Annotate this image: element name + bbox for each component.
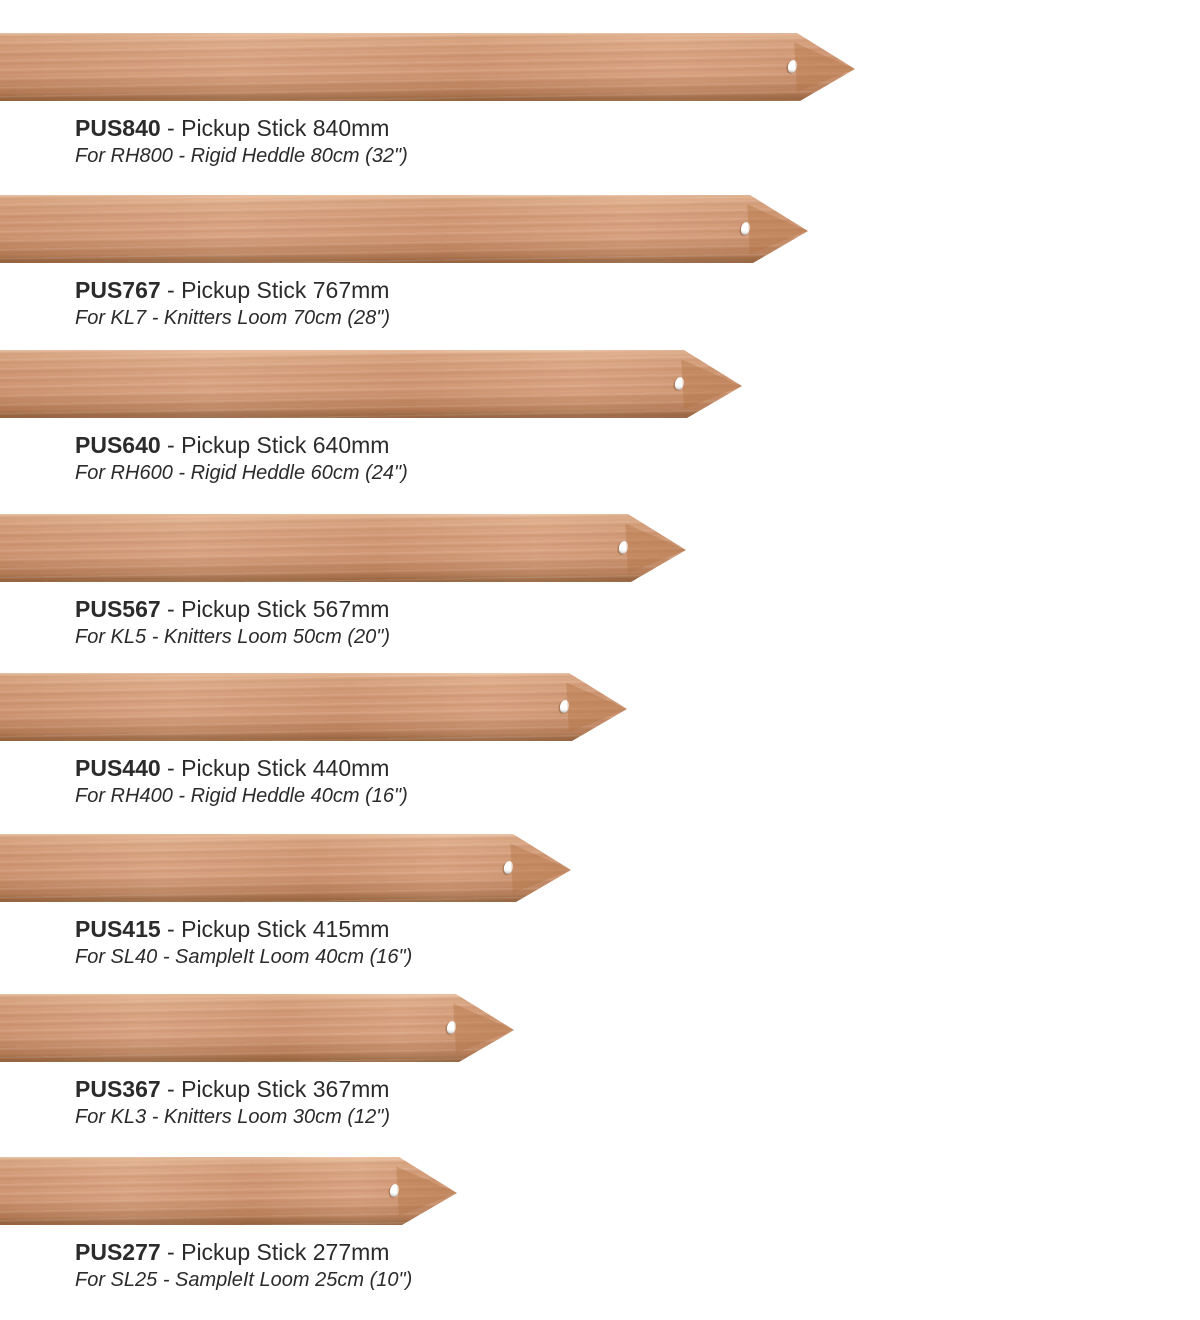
product-caption bbox=[75, 755, 1200, 808]
product-subtitle: For SL25 - SampleIt Loom 25cm (10") bbox=[75, 1269, 413, 1292]
product-caption bbox=[75, 115, 1200, 168]
product-title-rest: - Pickup Stick 415mm bbox=[160, 916, 390, 942]
pickup-stick-image bbox=[0, 1157, 457, 1225]
stick-hole bbox=[559, 699, 571, 714]
product-caption bbox=[75, 1239, 1200, 1292]
pickup-stick-image bbox=[0, 673, 627, 741]
product-code: PUS440 bbox=[75, 755, 161, 781]
product-title-rest: - Pickup Stick 640mm bbox=[160, 432, 390, 458]
product-title-rest: - Pickup Stick 277mm bbox=[160, 1239, 390, 1265]
product-code: PUS767 bbox=[75, 277, 161, 303]
stick-hole bbox=[674, 376, 686, 391]
pickup-stick-image bbox=[0, 834, 571, 902]
product-code: PUS415 bbox=[75, 916, 161, 942]
product-subtitle: For RH600 - Rigid Heddle 60cm (24") bbox=[75, 462, 408, 485]
product-title-rest: - Pickup Stick 840mm bbox=[160, 115, 390, 141]
product-row bbox=[0, 33, 1200, 168]
stick-hole bbox=[618, 540, 630, 555]
product-title bbox=[75, 1076, 1200, 1102]
product-row bbox=[0, 1157, 1200, 1292]
product-subtitle: For KL5 - Knitters Loom 50cm (20") bbox=[75, 626, 390, 649]
product-row bbox=[0, 834, 1200, 969]
product-caption bbox=[75, 916, 1200, 969]
product-title-rest: - Pickup Stick 767mm bbox=[160, 277, 390, 303]
product-row bbox=[0, 994, 1200, 1129]
product-title bbox=[75, 916, 1200, 942]
product-subtitle: For KL7 - Knitters Loom 70cm (28") bbox=[75, 307, 390, 330]
product-code: PUS840 bbox=[75, 115, 161, 141]
stick-hole bbox=[787, 59, 799, 74]
product-caption bbox=[75, 596, 1200, 649]
product-title-rest: - Pickup Stick 440mm bbox=[160, 755, 390, 781]
product-caption bbox=[75, 277, 1200, 330]
pickup-stick-image bbox=[0, 33, 855, 101]
product-title bbox=[75, 432, 1200, 458]
product-subtitle: For SL40 - SampleIt Loom 40cm (16") bbox=[75, 946, 413, 969]
product-caption bbox=[75, 1076, 1200, 1129]
product-subtitle: For KL3 - Knitters Loom 30cm (12") bbox=[75, 1106, 390, 1129]
product-subtitle: For RH800 - Rigid Heddle 80cm (32") bbox=[75, 145, 408, 168]
product-code: PUS277 bbox=[75, 1239, 161, 1265]
pickup-stick-image bbox=[0, 350, 742, 418]
product-row bbox=[0, 514, 1200, 649]
product-code: PUS567 bbox=[75, 596, 161, 622]
product-row bbox=[0, 673, 1200, 808]
product-title bbox=[75, 596, 1200, 622]
product-title bbox=[75, 1239, 1200, 1265]
product-code: PUS367 bbox=[75, 1076, 161, 1102]
stick-hole bbox=[446, 1020, 458, 1035]
pickup-stick-image bbox=[0, 994, 514, 1062]
product-title bbox=[75, 755, 1200, 781]
product-title bbox=[75, 277, 1200, 303]
product-title bbox=[75, 115, 1200, 141]
stick-hole bbox=[740, 221, 752, 236]
product-code: PUS640 bbox=[75, 432, 161, 458]
product-title-rest: - Pickup Stick 567mm bbox=[160, 596, 390, 622]
product-title-rest: - Pickup Stick 367mm bbox=[160, 1076, 390, 1102]
product-subtitle: For RH400 - Rigid Heddle 40cm (16") bbox=[75, 785, 408, 808]
stick-hole bbox=[389, 1183, 401, 1198]
product-row bbox=[0, 350, 1200, 485]
stick-hole bbox=[503, 860, 515, 875]
product-row bbox=[0, 195, 1200, 330]
pickup-stick-image bbox=[0, 514, 686, 582]
product-caption bbox=[75, 432, 1200, 485]
pickup-stick-image bbox=[0, 195, 808, 263]
